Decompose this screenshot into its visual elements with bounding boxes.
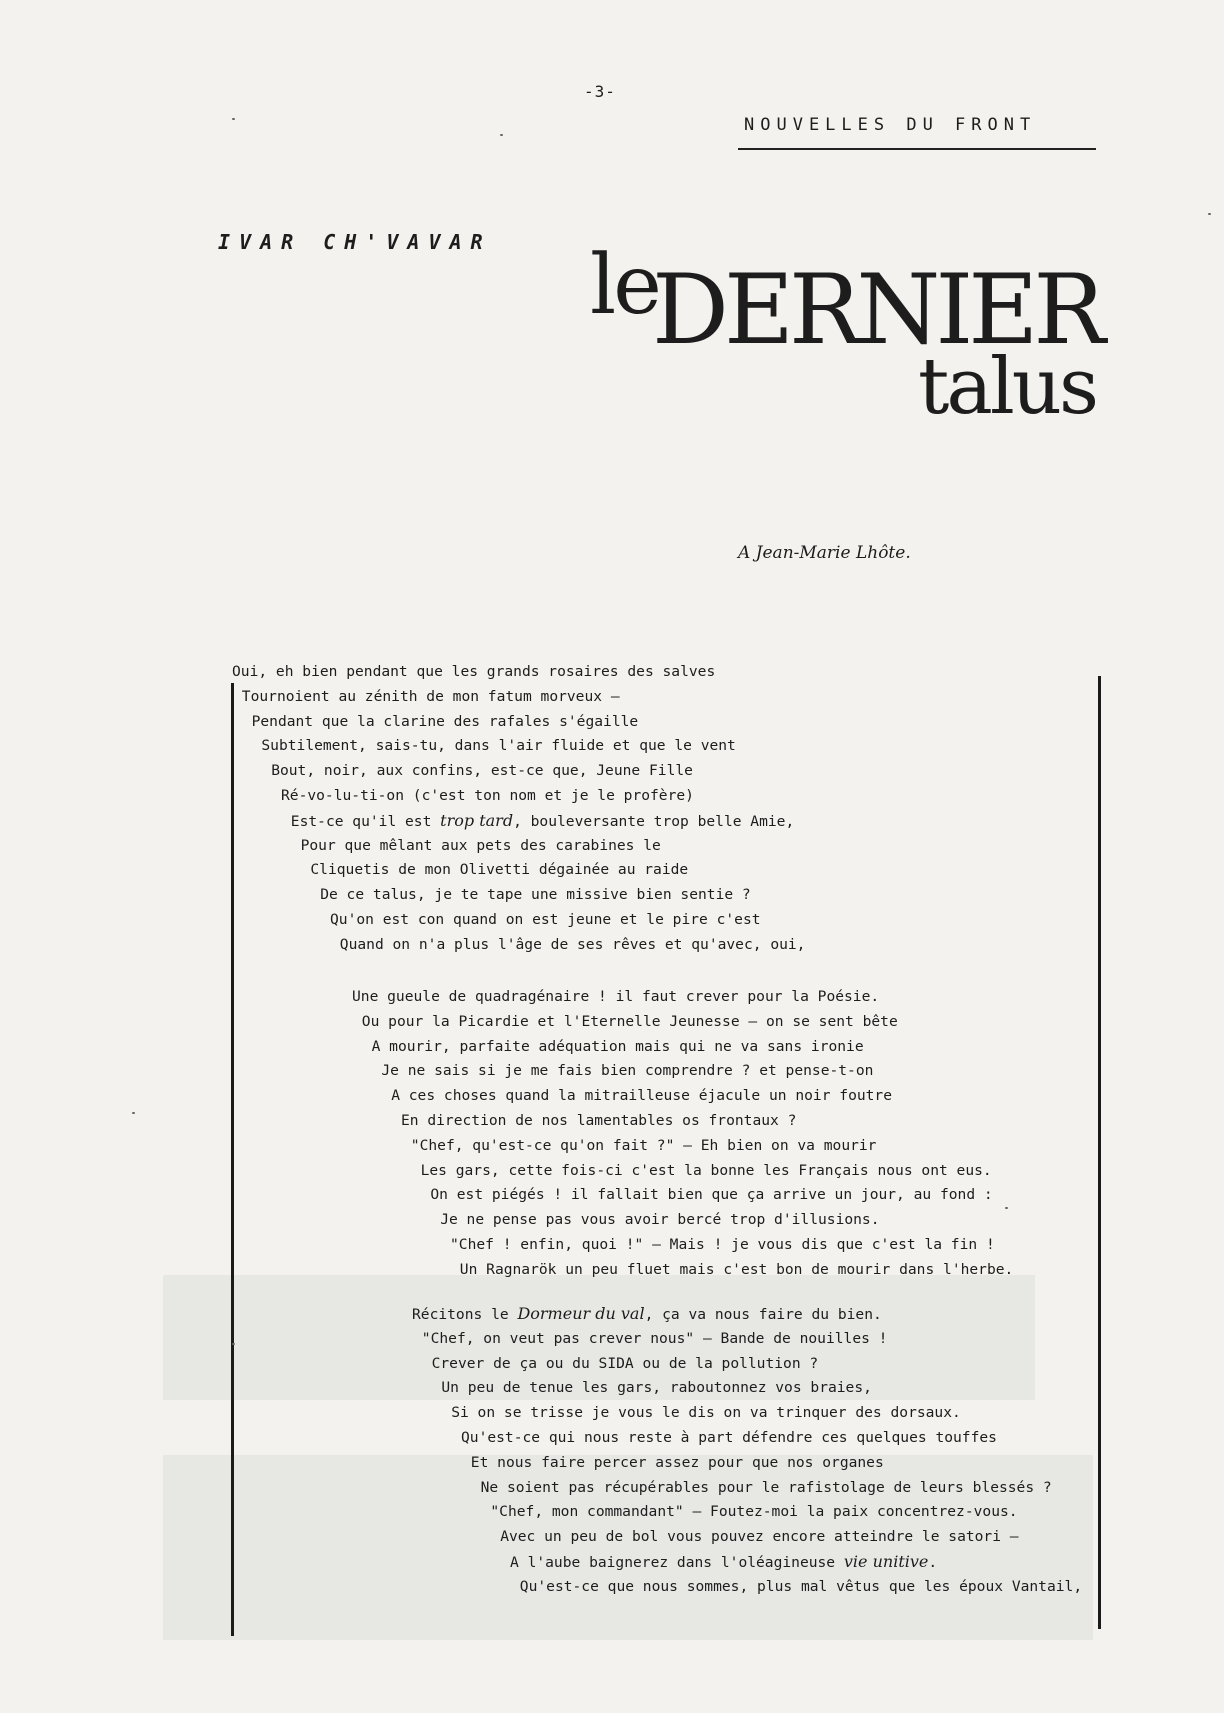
poem-left-rule [231,683,234,1636]
poem-line: Une gueule de quadragénaire ! il faut crever pour la Poésie. [352,988,880,1005]
poem-line: Pendant que la clarine des rafales s'égaille [251,712,639,730]
poem-line [510,1552,937,1573]
poem-line: Un Ragnarök un peu fluet mais c'est bon de mourir dans l'herbe. [459,1260,1014,1278]
poem-line: A mourir, parfaite adéquation mais qui ne va sans ironie [371,1037,864,1055]
poem-line: Ré-vo-lu-ti-on (c'est ton nom et je le profère) [281,787,694,804]
poem-line: Oui, eh bien pendant que les grands rosaires des salves [232,663,716,680]
poem-line: "Chef, qu'est-ce qu'on fait ?" — Eh bien on va mourir [410,1136,877,1154]
poem-line: A ces choses quand la mitrailleuse éjacule un noir foutre [391,1087,892,1105]
poem-line: Cliquetis de mon Olivetti dégainée au raide [310,861,689,879]
poem-line [291,811,794,832]
paper-speck [1208,213,1211,215]
page-number: -3- [584,82,616,101]
poem-line: Ou pour la Picardie et l'Eternelle Jeunesse — on se sent bête [361,1012,898,1030]
poem-line: Qu'on est con quand on est jeune et le pire c'est [330,911,761,928]
poem-line-text: , ça va nous faire du bien. [644,1306,882,1323]
paper-speck [1005,1207,1008,1209]
dedication: A Jean-Marie Lhôte. [738,543,911,563]
poem-line: En direction de nos lamentables os frontaux ? [401,1112,797,1129]
poem-line [412,1304,882,1325]
poem-line: "Chef, on veut pas crever nous" — Bande de nouilles ! [421,1329,888,1347]
title-le: le [590,238,659,333]
poem-line: "Chef, mon commandant" — Foutez-moi la paix concentrez-vous. [490,1503,1018,1521]
journal-title: NOUVELLES DU FRONT [744,115,1037,135]
poem-line-text: . [928,1554,938,1571]
paper-speck [132,1112,135,1114]
poem-line: De ce talus, je te tape une missive bien sentie ? [320,886,751,904]
title-dernier: DERNIER [652,254,1101,366]
paper-speck [500,134,503,136]
poem-line-text: A l'aube baignerez dans l'oléagineuse [510,1554,844,1571]
poem-line: Je ne pense pas vous avoir bercé trop d'illusions. [440,1211,880,1229]
poem-line: Pour que mêlant aux pets des carabines le [300,836,661,854]
poem-line: "Chef ! enfin, quoi !" — Mais ! je vous dis que c'est la fin ! [450,1236,995,1253]
poem-line-text: Est-ce qu'il est [290,812,441,830]
poem-line-text: Récitons le [412,1306,518,1323]
poem-line: Les gars, cette fois-ci c'est la bonne les Français nous ont eus. [420,1161,992,1179]
poem-line: Ne soient pas récupérables pour le rafistolage de leurs blessés ? [480,1478,1052,1496]
poem-line-emphasis: vie unitive [843,1552,929,1571]
poem-line: On est piégés ! il fallait bien que ça arrive un jour, au fond : [430,1186,993,1204]
poem-line: Et nous faire percer assez pour que nos organes [470,1453,884,1471]
header-rule [738,148,1096,150]
paper-speck [232,118,235,120]
title-talus: talus [918,342,1097,432]
poem-line: Crever de ça ou du SIDA ou de la pollution ? [431,1354,819,1372]
poem-line: Bout, noir, aux confins, est-ce que, Jeune Fille [271,762,693,780]
poem-line: Un peu de tenue les gars, raboutonnez vos braies, [441,1379,872,1397]
poem-line: Quand on n'a plus l'âge de ses rêves et qu'avec, oui, [339,935,806,953]
author-name: IVAR CH'VAVAR [218,230,492,254]
poem-line: Subtilement, sais-tu, dans l'air fluide et que le vent [261,737,736,755]
poem-line-text: , bouleversante trop belle Amie, [513,812,795,830]
poem-line: Si on se trisse je vous le dis on va trinquer des dorsaux. [451,1404,961,1422]
poem-line: Qu'est-ce que nous sommes, plus mal vêtus que les époux Vantail, [519,1577,1083,1595]
poem-line: Qu'est-ce qui nous reste à part défendre ces quelques touffes [461,1429,997,1446]
poem-line: Tournoient au zénith de mon fatum morveux — [241,687,620,705]
poem-line-emphasis: trop tard [440,810,514,830]
poem-right-rule [1098,676,1101,1629]
poem-line: Avec un peu de bol vous pouvez encore atteindre le satori — [500,1528,1019,1546]
poem-line: Je ne sais si je me fais bien comprendre ? et pense-t-on [381,1062,874,1080]
poem-line-emphasis: Dormeur du val [517,1304,645,1323]
paper-speck [232,1343,235,1345]
